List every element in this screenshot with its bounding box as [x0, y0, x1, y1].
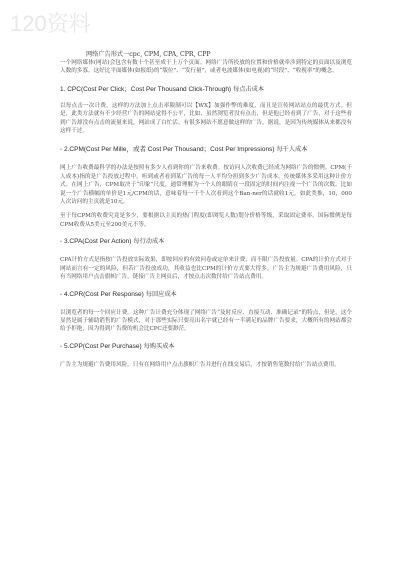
section-5-bullet-icon: • [60, 343, 63, 350]
section-3-body: CPA计价方式是指按广告投放实际效果，即按回应的有效问卷或定单来计费，而不限广告投放量。CPA的计价方式对于网站而言有一定的风险，但若广告投放成功，其收益也比CPM的计价方式要大得多。广告主为规避广告费用风险，只有当网络用户点击旗帜广告，链接广告主网页后，才按点击次数付给广告站点费用。 [60, 257, 352, 281]
section-5-heading-cn: 每购买成本 [141, 342, 175, 350]
site-watermark: 120资料 [10, 11, 91, 36]
section-3-heading-en: 3.CPA(Cost Per Action) [64, 238, 132, 246]
section-3-heading-cn: 每行动成本 [131, 238, 165, 246]
section-4-heading [60, 290, 352, 300]
section-1-heading-cn: 每点击成本 [231, 85, 265, 93]
section-4-bullet-icon: • [60, 291, 63, 298]
section-4-heading-cn: 每回应成本 [143, 290, 177, 298]
section-2-heading-en: 2.CPM(Cost Per Mille，或者 Cost Per Thousand；Cost Per Impressions) [64, 146, 275, 154]
section-5-heading [60, 342, 352, 352]
section-1-heading [60, 85, 352, 94]
section-2-heading-cn: 每千人成本 [274, 146, 308, 154]
section-2-bullet-icon: • [60, 147, 63, 154]
section-3-heading [60, 237, 352, 247]
section-1-heading-en: 1. CPC(Cost Per Click；Cost Per Thousand Click-Through) [60, 85, 232, 93]
section-2-heading [60, 145, 352, 155]
section-1-body: 以每点击一次计费。这样的方法加上点击率限制可以【WX】加强作弊的难度，而且是宣传网站站点的最优方式。但是，此类方法就有不少经营广告的网站觉得不公平，比如，虽然浏览者没有点击，但是他已经看到了广告，对于这些看到广告却没有点击的流量来说，网站成了白忙活。有很多网站不愿意做这样的广告，据说，是因为传统媒体从来都没有这样干过。 [60, 102, 352, 135]
intro-paragraph: 一个网络媒体(网站)会包含有数十个甚至成千上万个页面。网络广告所投放的位置和价格就牵涉到特定的页面以及浏览人数的多寡。这好比平面媒体(如报纸)的“版位”、“发行量”，或者电波媒体(如电视)的“时段”、“收视率”的概念。 [60, 60, 352, 75]
section-2-body: 网上广告收费最科学的办法是按照有多少人看到你的广告来收费。按访问人次收费已经成为网络广告的惯例。CPM(千人成本)指的是广告投放过程中，听到或者看到某广告的每一人平均分担到多少广告成本。传统媒体多采用这种计价方式。在网上广告，CPM取决于“印象”尺度，通常理解为一个人的眼睛在一段固定的时间内注视一个广告的次数。比如说一个广告横幅的单价是1元/CPM的话，意味着每一千个人次看到这个Ban-ner的话就收1元，如此类推，10，000人次访问的主页就是10元。 [60, 165, 352, 206]
section-5-body: 广告主为规避广告费用风险，只有在网络用户点击旗帜广告并进行在线交易后，才按销售笔数付给广告站点费用。 [60, 361, 340, 368]
section-4-heading-en: 4.CPR(Cost Per Response) [64, 290, 144, 298]
section-2-body-2: 至于每CPM的收费究竟是多少，要根据以主页的热门程度(即浏览人数)划分价格等级，采取固定费率。国际惯例是每CPM收费从5美元至200美元不等。 [60, 213, 352, 228]
section-5-heading-en: 5.CPP(Cost Per Purchase) [64, 342, 142, 350]
document-title: 网络广告形式一cpc, CPM, CPA, CPR, CPP [86, 51, 211, 58]
section-3-bullet-icon: • [60, 239, 63, 246]
section-4-body: 以浏览者的每一个回应计费。这种广告计费充分体现了网络广告“及时反应、直接互动、准确记录”的特点，但是，这个显然是属于辅助销售的广告模式，对于那些实际只要亮出名字就已经有一半满足的品牌广告要求，大概所有的网站都会给予拒绝，因为得到广告费的机会比CPC还要渺茫。 [60, 309, 352, 333]
document-page [60, 50, 352, 369]
